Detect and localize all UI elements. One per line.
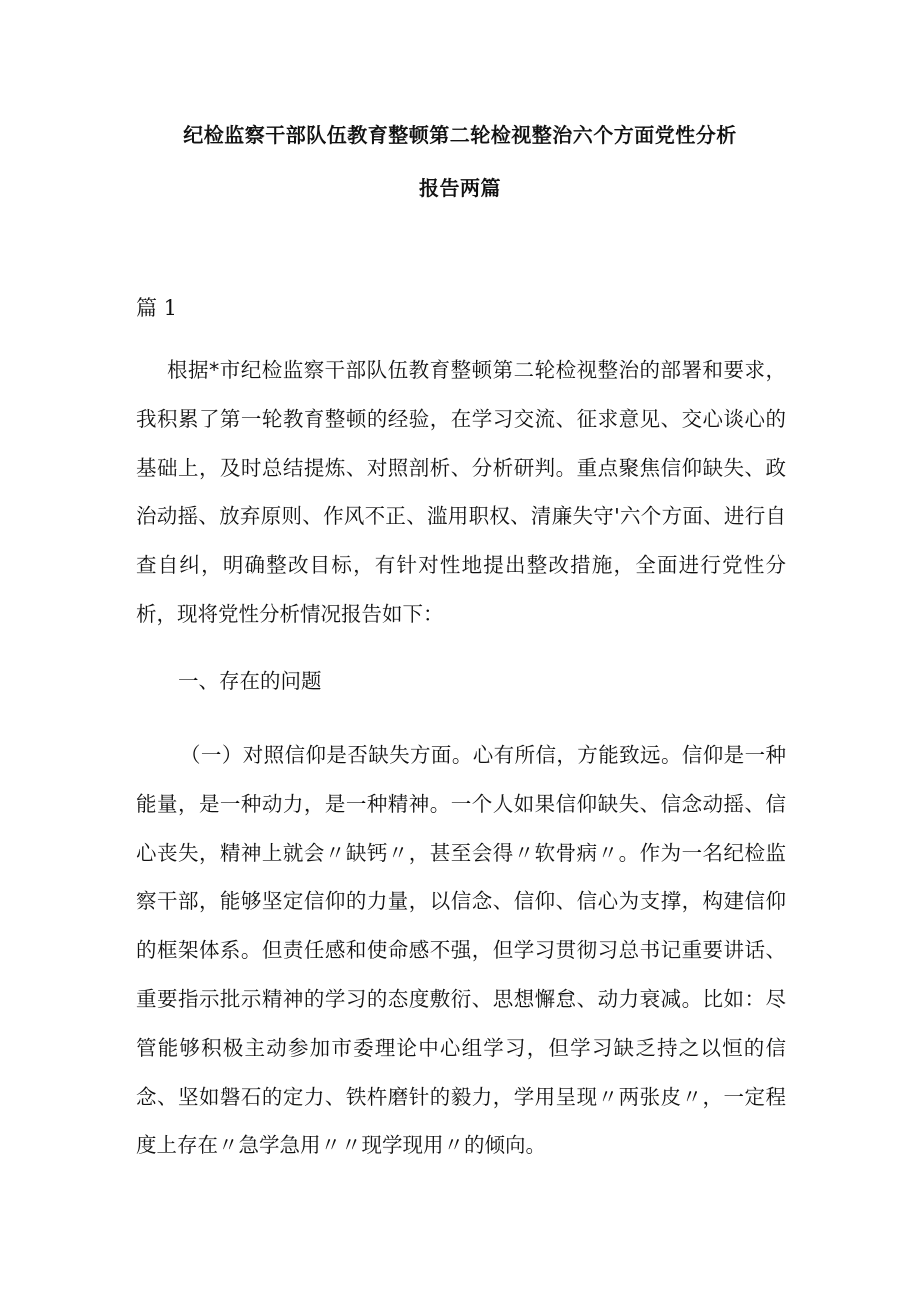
intro-paragraph: 根据*市纪检监察干部队伍教育整顿第二轮检视整治的部署和要求，我积累了第一轮教育整顿的经验，在学习交流、征求意见、交心谈心的基础上，及时总结提炼、对照剖析、分析研判。重点聚焦信仰缺失、政治动摇、放弃原则、作风不正、滥用职权、清廉失守'六个方面、进行自查自纠，明确整改目标，有针对性地提出整改措施，全面进行党性分析，现将党性分析情况报告如下： [136,358,786,626]
section-heading-problems: 一、存在的问题 [178,669,322,693]
document-title-line-2: 报告两篇 [419,176,501,200]
document-title-line-1: 纪检监察干部队伍教育整顿第二轮检视整治六个方面党性分析 [183,123,737,147]
body-paragraph-belief: （一）对照信仰是否缺失方面。心有所信，方能致远。信仰是一种能量，是一种动力，是一种精神。一个人如果信仰缺失、信念动摇、信心丧失，精神上就会〃缺钙〃，甚至会得〃软骨病〃。作为一名纪检监察干部，能够坚定信仰的力量，以信念、信仰、信心为支撑，构建信仰的框架体系。但责任感和使命感不强，但学习贯彻习总书记重要讲话、重要指示批示精神的学习的态度敷衍、思想懈怠、动力衰减。比如：尽管能够积极主动参加市委理论中心组学习，但学习缺乏持之以恒的信念、坚如磐石的定力、铁杵磨针的毅力，学用呈现〃两张皮〃，一定程度上存在〃急学急用〃〃现学现用〃的倾向。 [136,743,786,1158]
section-label: 篇 1 [136,296,178,320]
